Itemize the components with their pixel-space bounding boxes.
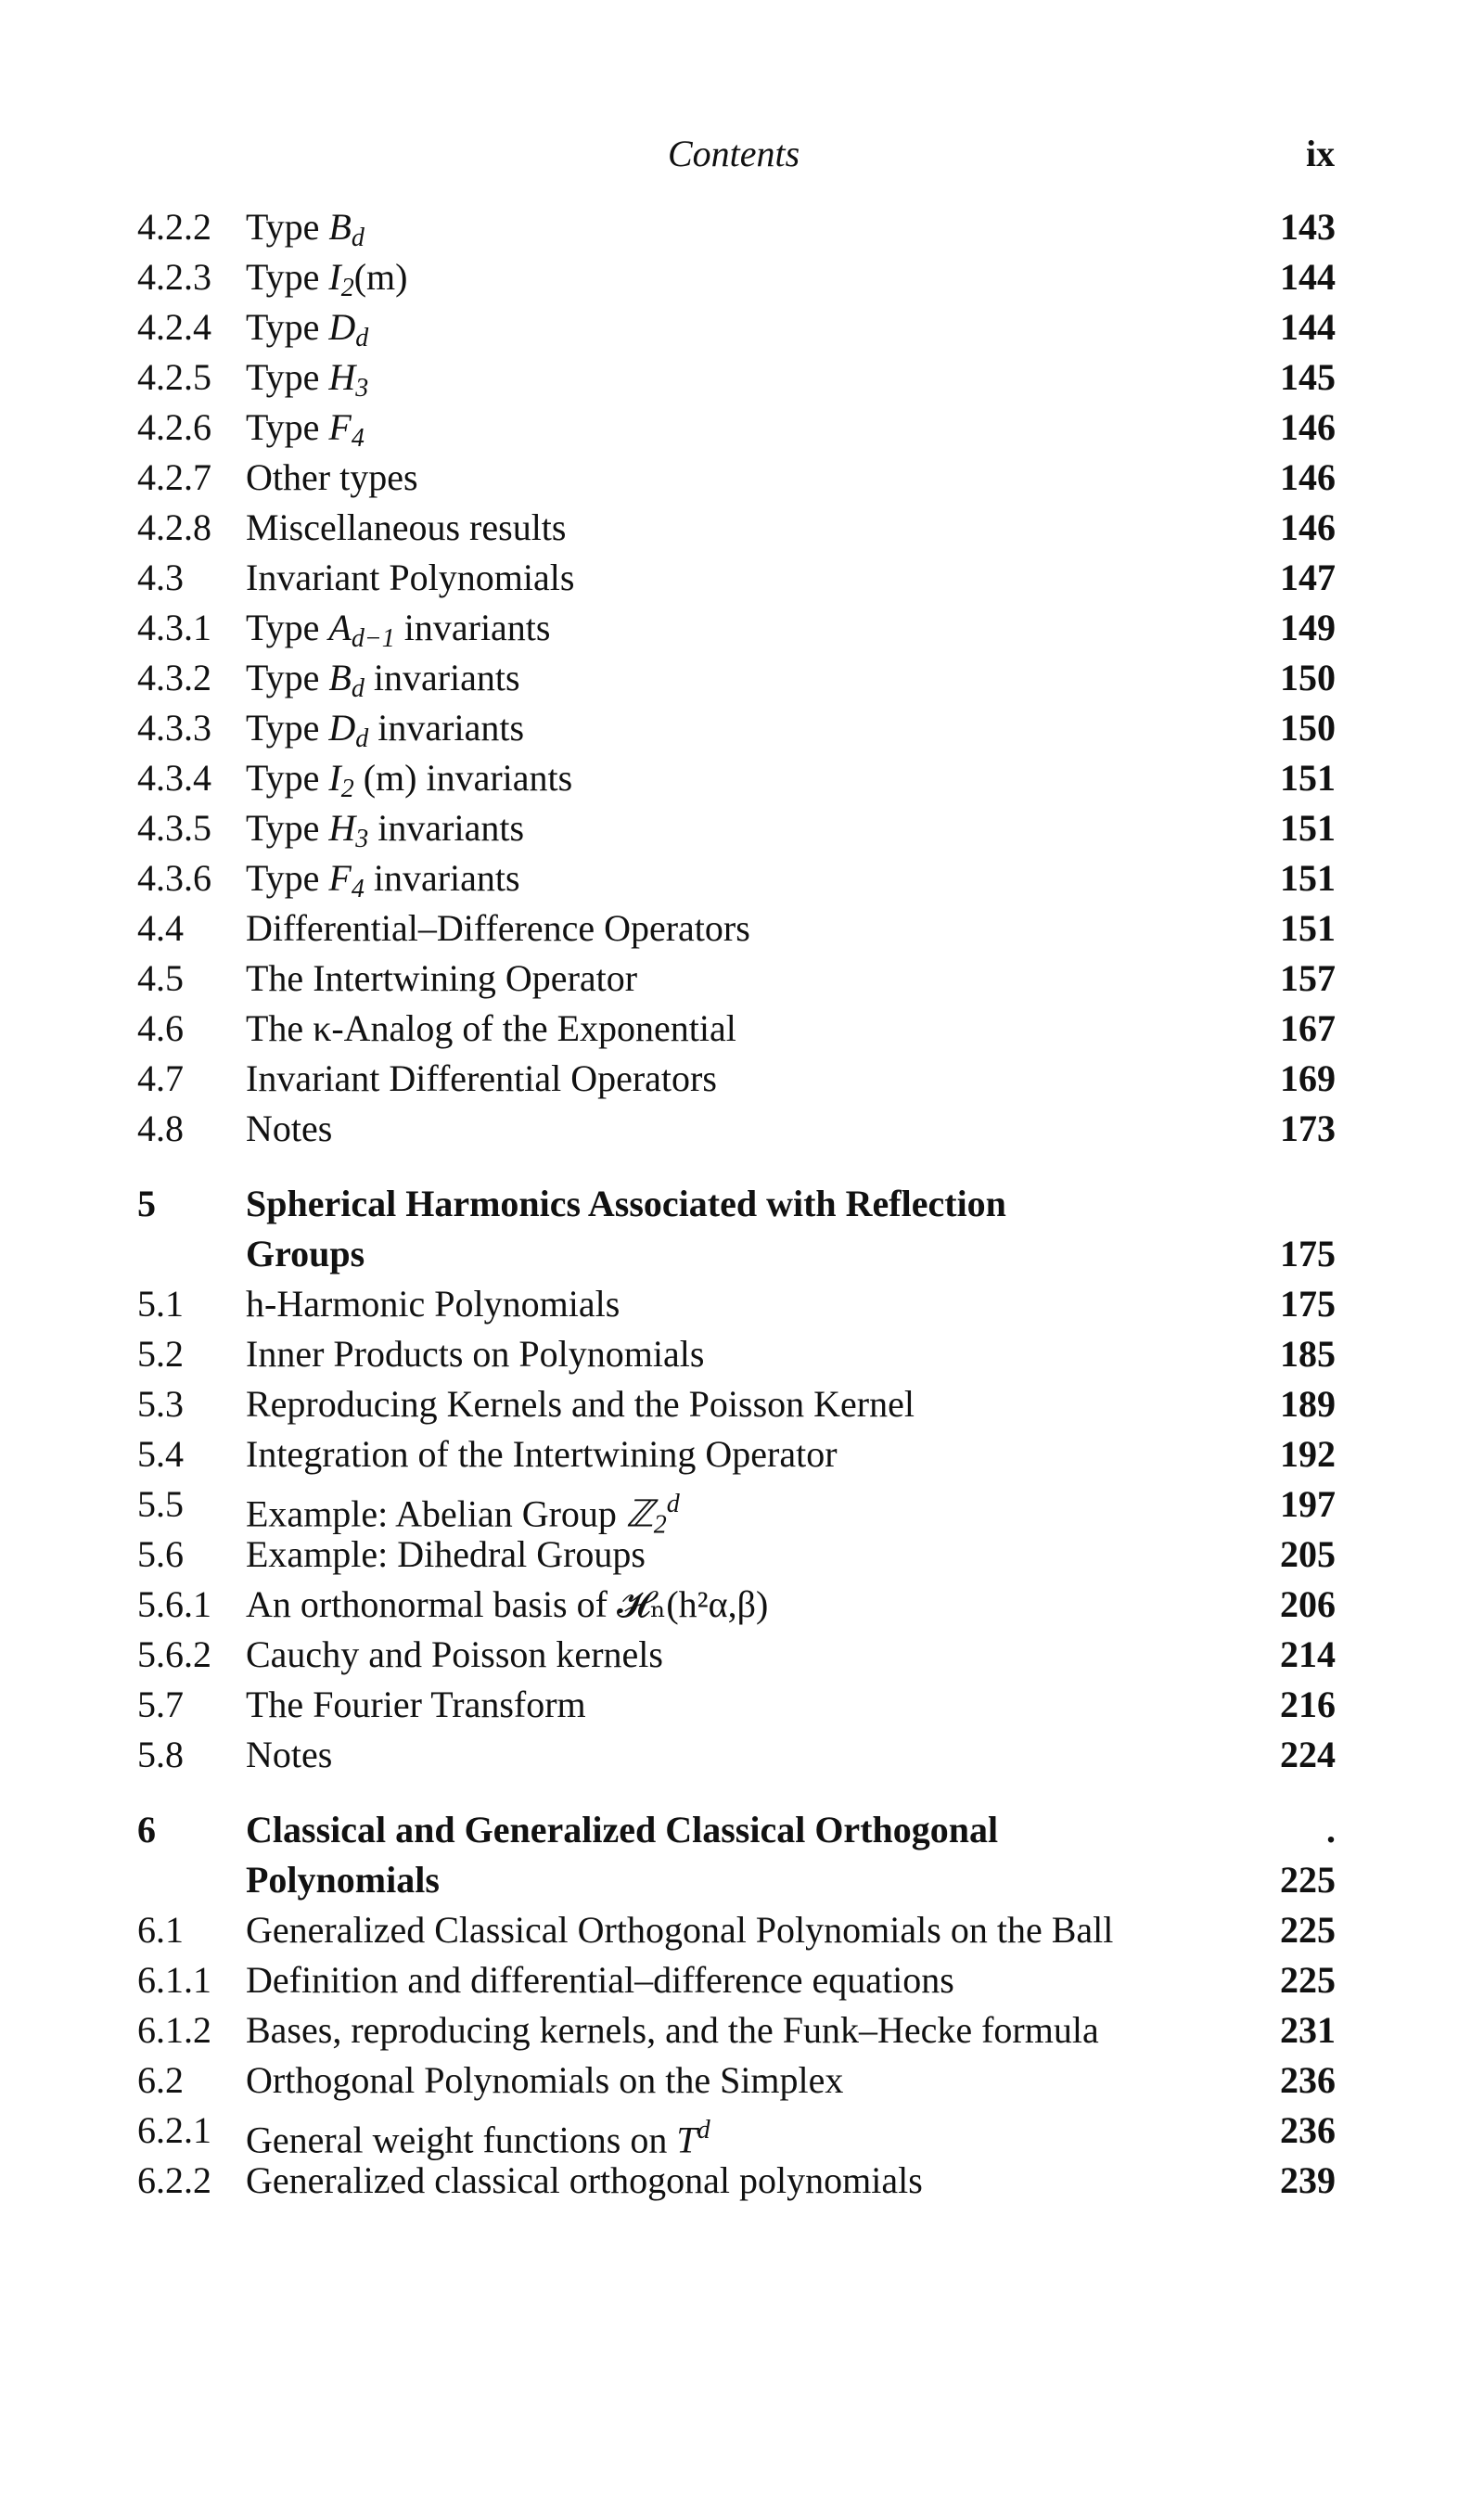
entry-number: 4.8	[137, 1108, 184, 1149]
math-symbol: H	[328, 356, 356, 398]
toc-row	[0, 403, 1484, 453]
entry-title: Generalized classical orthogonal polynomials	[246, 2159, 923, 2201]
entry-title: Other types	[246, 456, 418, 498]
toc-row	[0, 1379, 1484, 1429]
entry-page: 150	[1280, 657, 1336, 698]
math-symbol: B	[328, 206, 352, 248]
entry-number: 4.3.2	[137, 657, 211, 698]
math-symbol: D	[328, 306, 356, 348]
entry-number: 4.7	[137, 1057, 184, 1099]
entry-title: Definition and differential–difference equations	[246, 1959, 954, 2001]
toc-row	[0, 553, 1484, 603]
math-subscript: 3	[355, 374, 369, 403]
entry-page: 236	[1280, 2109, 1336, 2151]
entry-title: Invariant Polynomials	[246, 557, 575, 598]
toc-row	[0, 1905, 1484, 1955]
entry-number: 4.3.5	[137, 807, 211, 849]
chapter-row	[0, 1179, 1484, 1229]
math-subscript: 2	[653, 1510, 667, 1540]
math-symbol: T	[676, 2119, 697, 2161]
entry-page: 205	[1280, 1533, 1336, 1575]
entry-number: 4.2.5	[137, 356, 211, 398]
toc-row	[0, 753, 1484, 803]
entry-page: 197	[1280, 1483, 1336, 1525]
math-symbol: ℤ	[625, 1492, 654, 1535]
entry-page: 214	[1280, 1633, 1336, 1675]
entry-page: 151	[1280, 857, 1336, 899]
entry-title: Type $I_2$ (m) invariants	[246, 757, 573, 803]
entry-title: Cauchy and Poisson kernels	[246, 1633, 663, 1675]
toc-row	[0, 653, 1484, 703]
entry-number: 5.6	[137, 1533, 184, 1575]
header-title: Contents	[668, 133, 800, 174]
entry-page: 150	[1280, 707, 1336, 749]
entry-page: 192	[1280, 1433, 1336, 1475]
math-subscript: 2	[340, 775, 354, 803]
entry-title: Spherical Harmonics Associated with Reflection	[246, 1183, 1006, 1224]
toc-row	[0, 2005, 1484, 2055]
toc-row	[0, 954, 1484, 1004]
toc-row	[0, 1104, 1484, 1154]
toc-row	[0, 1630, 1484, 1680]
entry-number: 5.6.2	[137, 1633, 211, 1675]
running-header	[0, 132, 1484, 178]
entry-title: Type $I_2(m)$	[246, 256, 408, 302]
math-subscript: d−1	[351, 624, 395, 653]
entry-title: Inner Products on Polynomials	[246, 1333, 705, 1375]
entry-number: 4.4	[137, 907, 184, 949]
toc-row	[0, 803, 1484, 853]
toc-row	[0, 1429, 1484, 1479]
entry-page: 146	[1280, 456, 1336, 498]
entry-page: 151	[1280, 757, 1336, 799]
math-symbol: F	[328, 406, 352, 448]
toc-row	[0, 1279, 1484, 1329]
toc-row	[0, 1329, 1484, 1379]
toc-row	[0, 903, 1484, 954]
entry-page: 146	[1280, 506, 1336, 548]
toc-row	[0, 302, 1484, 352]
entry-page: 225	[1280, 1959, 1336, 2001]
math-symbol: F	[328, 857, 352, 899]
toc-row	[0, 252, 1484, 302]
math-subscript: 4	[351, 875, 365, 903]
entry-title: Type $B_d$	[246, 206, 365, 252]
entry-page: 143	[1280, 206, 1336, 248]
entry-title: The Fourier Transform	[246, 1684, 586, 1725]
entry-number: 5.7	[137, 1684, 184, 1725]
math-symbol: I	[328, 256, 341, 298]
entry-title: Orthogonal Polynomials on the Simplex	[246, 2059, 844, 2101]
entry-title: Type $H_3$	[246, 356, 369, 403]
entry-number: 6.2.2	[137, 2159, 211, 2201]
entry-page: 173	[1280, 1108, 1336, 1149]
entry-number: 4.3.4	[137, 757, 211, 799]
entry-number: 4.2.3	[137, 256, 211, 298]
header-page-number: ix	[1306, 133, 1336, 174]
entry-title: h-Harmonic Polynomials	[246, 1283, 620, 1325]
entry-title: Notes	[246, 1108, 333, 1149]
math-subscript: 2	[340, 274, 354, 302]
entry-page: 146	[1280, 406, 1336, 448]
toc-row	[0, 202, 1484, 252]
toc-row	[0, 1479, 1484, 1540]
math-superscript: d	[697, 2116, 710, 2145]
toc-row	[0, 1955, 1484, 2005]
entry-page: 236	[1280, 2059, 1336, 2101]
entry-title: The Intertwining Operator	[246, 957, 638, 999]
toc-row	[0, 352, 1484, 403]
section-gap	[0, 1780, 1484, 1805]
entry-title: Type $B_d$ invariants	[246, 657, 520, 703]
math-subscript: 3	[355, 825, 369, 853]
math-subscript: d	[355, 324, 369, 352]
entry-number: 6.2	[137, 2059, 184, 2101]
entry-page: 151	[1280, 807, 1336, 849]
entry-number: 4.2.7	[137, 456, 211, 498]
entry-number: 4.3.6	[137, 857, 211, 899]
entry-title: Polynomials	[246, 1859, 440, 1901]
entry-title: Type $D_d$ invariants	[246, 707, 525, 753]
math-symbol: B	[328, 657, 352, 698]
entry-number: 4.2.2	[137, 206, 211, 248]
toc-row	[0, 2055, 1484, 2106]
math-symbol: H	[328, 807, 356, 849]
math-subscript: 4	[351, 424, 365, 453]
entry-page: 147	[1280, 557, 1336, 598]
entry-title: Example: Abelian Group ℤ$_2^d$	[246, 1490, 680, 1540]
toc-row	[0, 603, 1484, 653]
entry-number: 4.6	[137, 1007, 184, 1049]
entry-title: The κ-Analog of the Exponential	[246, 1007, 736, 1049]
entry-number: 4.3.1	[137, 607, 211, 648]
entry-title: Classical and Generalized Classical Orthogonal	[246, 1809, 999, 1850]
entry-number: 4.5	[137, 957, 184, 999]
entry-number: 4.3.3	[137, 707, 211, 749]
entry-page: 225	[1280, 1859, 1336, 1901]
entry-title: Integration of the Intertwining Operator	[246, 1433, 838, 1475]
entry-page: 239	[1280, 2159, 1336, 2201]
toc-row	[0, 453, 1484, 503]
entry-page: 144	[1280, 306, 1336, 348]
math-symbol: D	[328, 707, 356, 749]
entry-page: 206	[1280, 1583, 1336, 1625]
math-superscript: d	[666, 1490, 680, 1518]
toc-row	[0, 1004, 1484, 1054]
entry-number: 6.1.2	[137, 2009, 211, 2051]
entry-number: 5	[137, 1183, 156, 1224]
entry-title: Miscellaneous results	[246, 506, 567, 548]
entry-number: 4.2.4	[137, 306, 211, 348]
toc-row	[0, 2106, 1484, 2161]
entry-page: 145	[1280, 356, 1336, 398]
entry-page: 216	[1280, 1684, 1336, 1725]
entry-page: 175	[1280, 1233, 1336, 1274]
math-symbol: I	[328, 757, 341, 799]
chapter-row	[0, 1805, 1484, 1855]
toc-row	[0, 1680, 1484, 1730]
entry-number: 6.1	[137, 1909, 184, 1951]
entry-page: 151	[1280, 907, 1336, 949]
entry-page: 144	[1280, 256, 1336, 298]
entry-number: 4.2.8	[137, 506, 211, 548]
chapter-row	[0, 1855, 1484, 1905]
entry-page: 185	[1280, 1333, 1336, 1375]
entry-title: Type $F_4$ invariants	[246, 857, 520, 903]
toc-row	[0, 1530, 1484, 1580]
entry-number: 5.6.1	[137, 1583, 211, 1625]
math-subscript: d	[351, 224, 365, 252]
entry-title: Generalized Classical Orthogonal Polynomials on the Ball	[246, 1909, 1114, 1951]
toc-row	[0, 703, 1484, 753]
entry-page: 149	[1280, 607, 1336, 648]
entry-number: 5.5	[137, 1483, 184, 1525]
entry-number: 6.2.1	[137, 2109, 211, 2151]
entry-page: 225	[1280, 1909, 1336, 1951]
toc-row	[0, 2156, 1484, 2206]
entry-page: .	[1326, 1809, 1336, 1850]
toc-row	[0, 503, 1484, 553]
math-symbol: A	[328, 607, 352, 648]
toc-row	[0, 1730, 1484, 1780]
entry-page: 231	[1280, 2009, 1336, 2051]
entry-title: An orthonormal basis of 𝓗ₙ(h²α,β)	[246, 1583, 769, 1625]
entry-title: Notes	[246, 1734, 333, 1775]
entry-number: 4.3	[137, 557, 184, 598]
entry-title: Example: Dihedral Groups	[246, 1533, 646, 1575]
entry-number: 5.8	[137, 1734, 184, 1775]
entry-number: 5.1	[137, 1283, 184, 1325]
entry-title: General weight functions on $T^d$	[246, 2116, 710, 2161]
entry-title: Type $D_d$	[246, 306, 369, 352]
entry-number: 6.1.1	[137, 1959, 211, 2001]
entry-title: Type $A_{d-1}$ invariants	[246, 607, 551, 653]
entry-title: Bases, reproducing kernels, and the Funk–Hecke formula	[246, 2009, 1099, 2051]
entry-page: 169	[1280, 1057, 1336, 1099]
entry-number: 5.2	[137, 1333, 184, 1375]
math-subscript: d	[355, 724, 369, 753]
toc-row	[0, 1054, 1484, 1104]
entry-title: Groups	[246, 1233, 365, 1274]
entry-title: Invariant Differential Operators	[246, 1057, 717, 1099]
entry-number: 6	[137, 1809, 156, 1850]
entry-page: 157	[1280, 957, 1336, 999]
entry-page: 175	[1280, 1283, 1336, 1325]
toc-row	[0, 1580, 1484, 1630]
toc-row	[0, 853, 1484, 903]
section-gap	[0, 1154, 1484, 1179]
entry-title: Type $H_3$ invariants	[246, 807, 525, 853]
entry-page: 224	[1280, 1734, 1336, 1775]
chapter-row	[0, 1229, 1484, 1279]
entry-page: 167	[1280, 1007, 1336, 1049]
entry-title: Type $F_4$	[246, 406, 365, 453]
entry-number: 5.3	[137, 1383, 184, 1425]
entry-number: 4.2.6	[137, 406, 211, 448]
entry-number: 5.4	[137, 1433, 184, 1475]
math-subscript: d	[351, 674, 365, 703]
entry-page: 189	[1280, 1383, 1336, 1425]
table-of-contents	[0, 202, 1484, 2206]
entry-title: Differential–Difference Operators	[246, 907, 750, 949]
entry-title: Reproducing Kernels and the Poisson Kernel	[246, 1383, 915, 1425]
